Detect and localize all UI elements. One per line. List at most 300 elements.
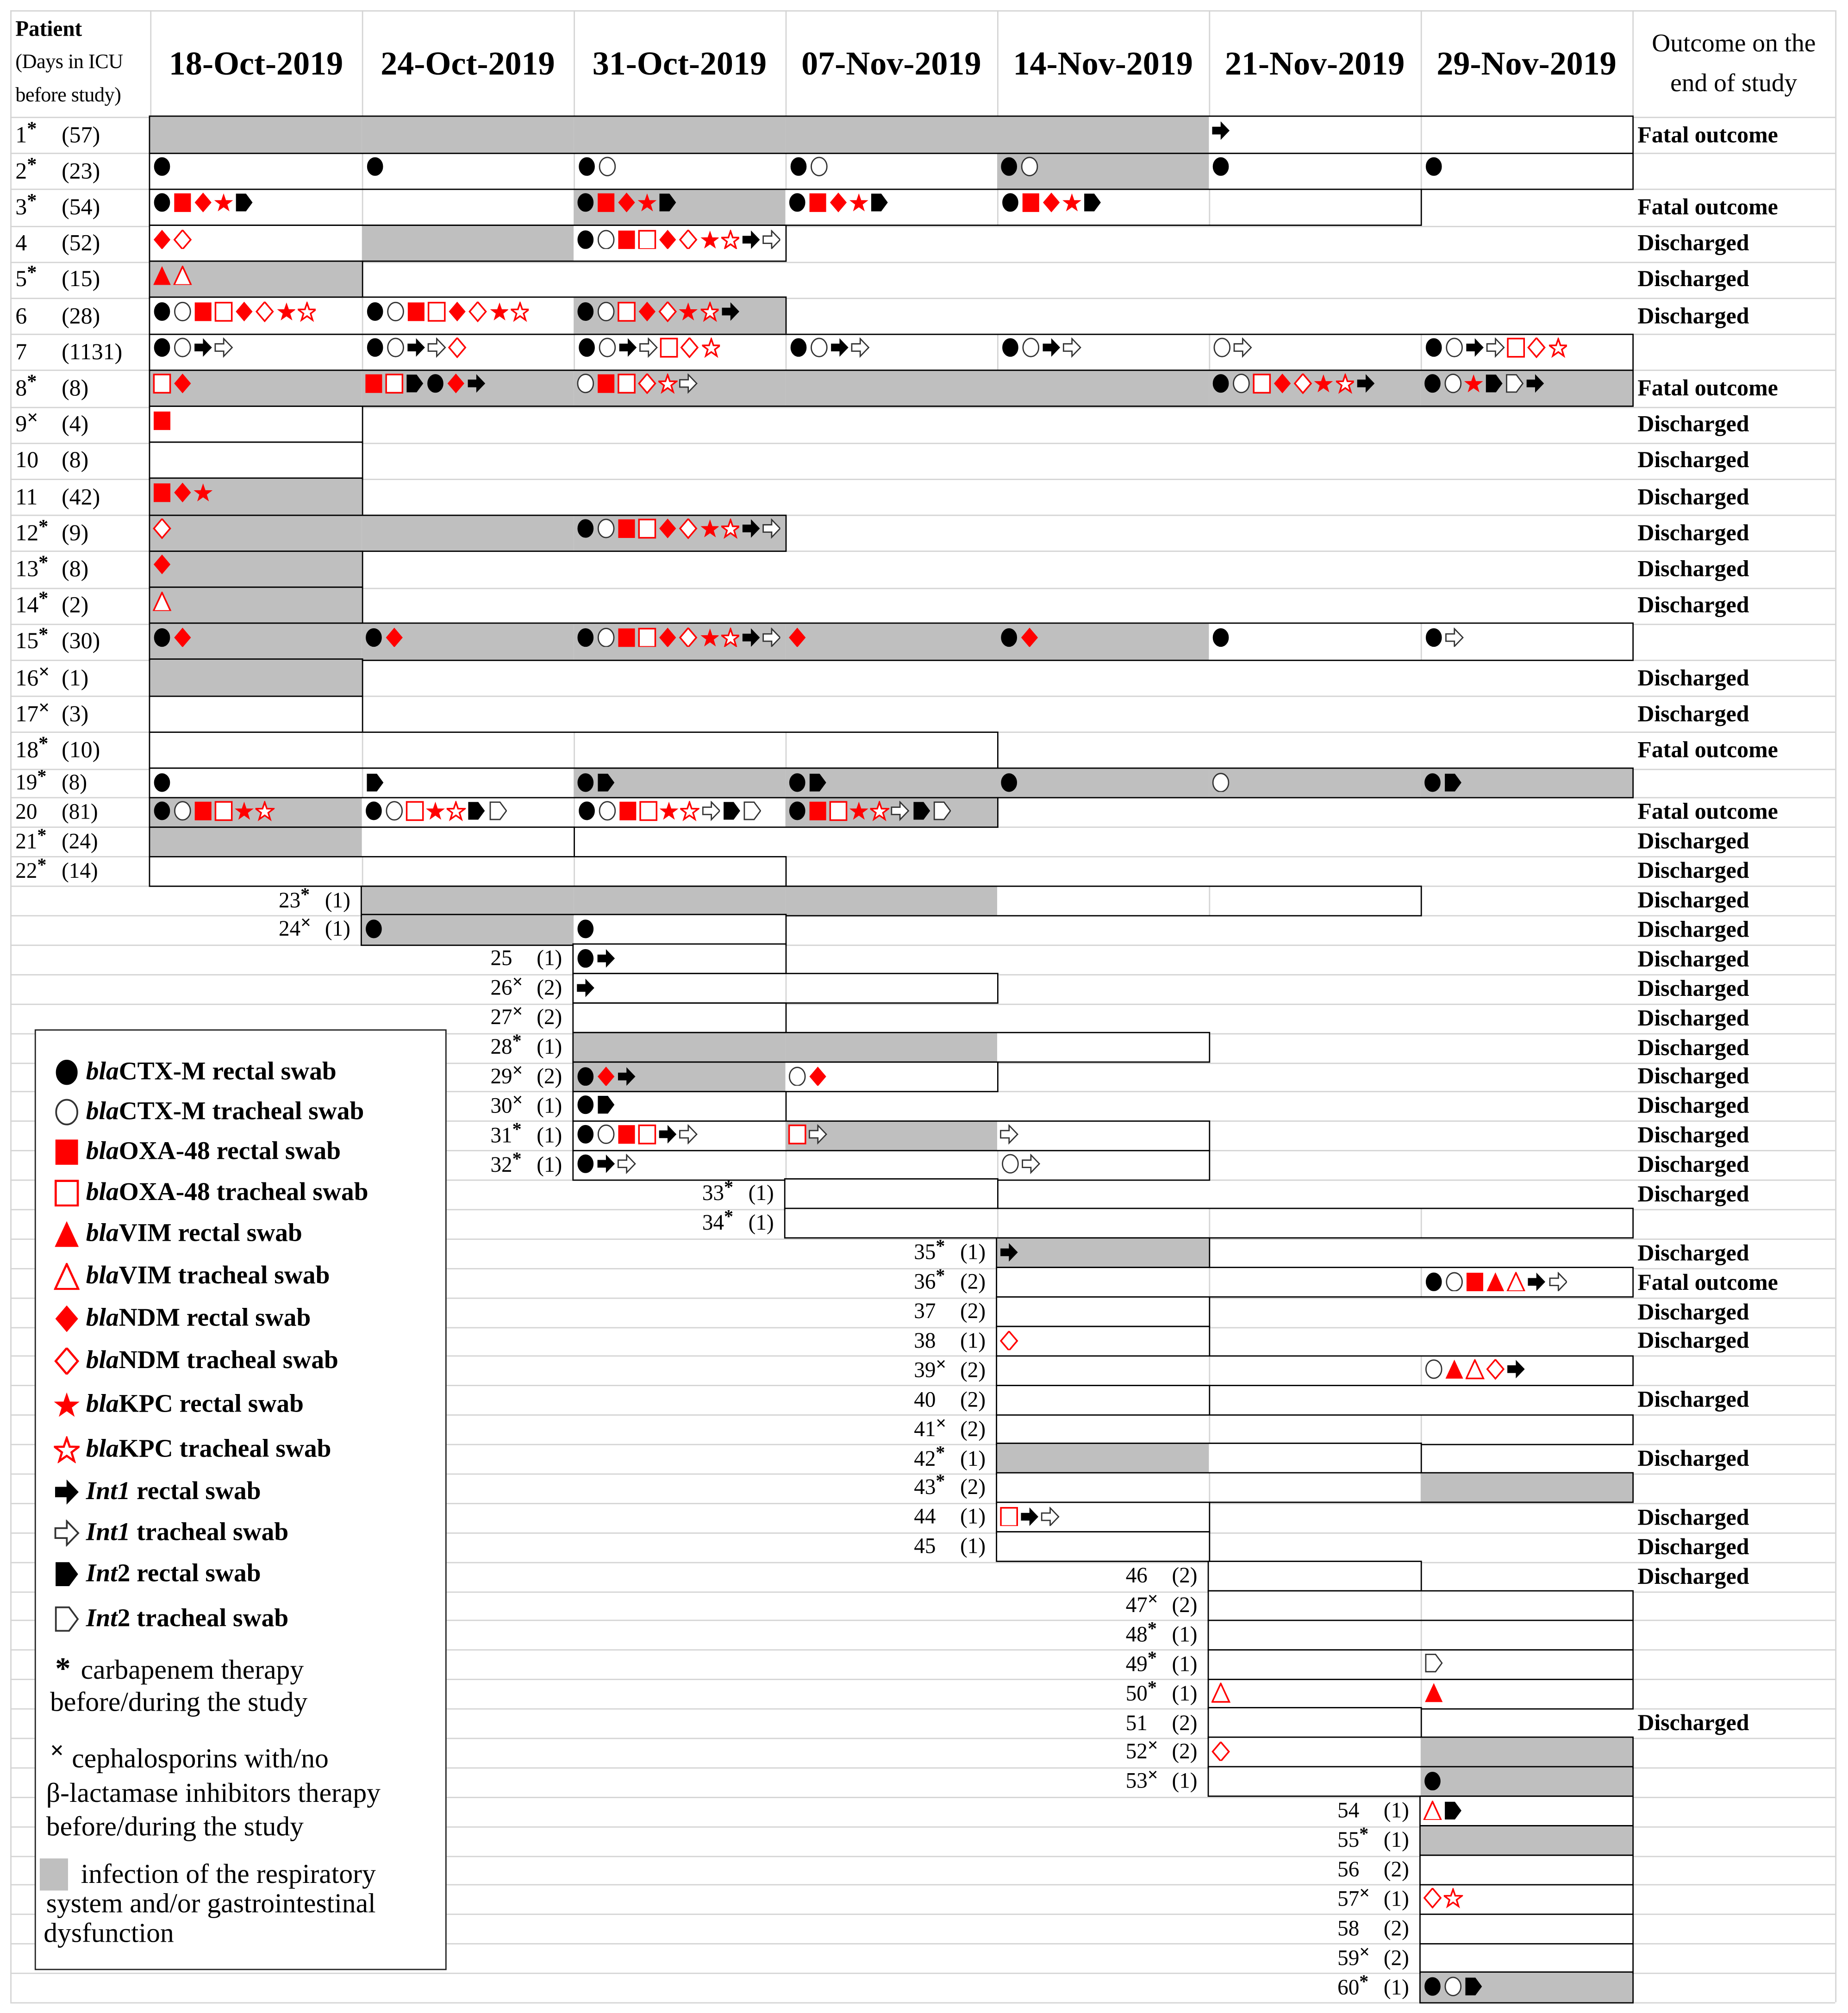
black-open-arrow-icon: [1486, 338, 1505, 358]
red-open-star-icon: [1548, 338, 1567, 358]
timeline-cell: [786, 1209, 997, 1238]
date-column-header: 07-Nov-2019: [801, 44, 981, 82]
black-filled-arrow-icon: [619, 338, 637, 358]
patient-number: [279, 913, 325, 943]
timeline-cell: [574, 915, 785, 944]
patient-number: [15, 552, 62, 582]
days-in-icu: (2): [960, 1299, 986, 1324]
red-filled-square-icon: [618, 229, 636, 249]
timeline-cell: [997, 1444, 1209, 1473]
patient-label: [702, 1209, 774, 1238]
therapy-marker: ×: [1147, 1736, 1158, 1757]
marker-group: [1211, 157, 1232, 177]
red-open-square-icon: [638, 1125, 657, 1144]
black-open-circle-icon: [174, 338, 192, 358]
timeline-cell: [786, 886, 997, 915]
marker-group: [576, 1154, 638, 1174]
patient-id: 34: [702, 1211, 724, 1235]
outcome-label: Discharged: [1637, 1445, 1749, 1471]
timeline-cell: [574, 732, 785, 768]
red-open-diamond-icon: [1294, 374, 1312, 394]
timeline-cell: [786, 1033, 997, 1062]
therapy-marker: ×: [27, 407, 38, 429]
timeline-cell: [1209, 153, 1420, 189]
legend-gene-prefix: bla: [86, 1057, 119, 1085]
outcome-label: Discharged: [1637, 411, 1749, 437]
patient-number: [15, 483, 62, 510]
therapy-marker: ×: [1359, 1942, 1370, 1963]
timeline-cell: [150, 189, 362, 225]
timeline-cell: [1209, 189, 1420, 225]
days-in-icu: (9): [62, 519, 89, 545]
patient-label: [15, 660, 88, 696]
patient-number: [15, 624, 62, 655]
patient-number: [1125, 1736, 1172, 1765]
legend-note-line: system and/or gastrointestinal: [46, 1888, 376, 1919]
patient-id: 12: [15, 519, 39, 545]
black-open-circle-icon: [597, 229, 615, 249]
outcome-label: Discharged: [1637, 1709, 1749, 1736]
red-filled-star-icon: [850, 801, 868, 821]
days-in-icu: (3): [62, 700, 89, 726]
red-open-diamond-icon: [1528, 338, 1546, 358]
red-open-square-icon: [618, 301, 636, 321]
patient-id: 31: [490, 1122, 512, 1147]
legend-item: [54, 1257, 330, 1295]
black-filled-pentagon-icon: [722, 801, 741, 821]
legend-label: [86, 1518, 288, 1547]
black-filled-circle-icon: [576, 1095, 595, 1115]
timeline-cell: [786, 334, 997, 370]
marker-group: [789, 338, 872, 358]
outcome-label: Discharged: [1637, 1327, 1749, 1354]
black-filled-circle-icon: [366, 301, 384, 321]
red-open-square-icon: [618, 374, 636, 394]
patient-id: 37: [914, 1299, 936, 1324]
timeline-cell: [997, 768, 1209, 797]
black-filled-circle-icon: [576, 919, 595, 939]
therapy-marker: *: [38, 552, 49, 574]
legend-gene-prefix: bla: [86, 1219, 119, 1247]
patient-id: 18: [15, 737, 39, 763]
patient-id: 23: [279, 888, 301, 912]
black-open-circle-icon: [387, 338, 405, 358]
patient-number: [15, 800, 62, 825]
red-open-diamond-icon: [1486, 1360, 1505, 1380]
red-open-square-icon: [1000, 1507, 1018, 1526]
legend-label: [86, 1476, 261, 1506]
therapy-marker: ×: [512, 1002, 523, 1023]
therapy-marker: *: [27, 263, 37, 285]
timeline-cell: [1421, 1826, 1632, 1855]
infection-swatch-icon: [40, 1858, 68, 1890]
red-filled-square-icon: [153, 482, 171, 502]
patient-label: [1337, 1885, 1409, 1914]
black-filled-arrow-icon: [407, 338, 425, 358]
patient-label: [1126, 1738, 1198, 1767]
days-in-icu: (1): [537, 1122, 562, 1147]
timeline-cell: [997, 370, 1209, 406]
red-filled-star-icon: [1063, 193, 1081, 213]
timeline-cell: [997, 1268, 1209, 1297]
days-in-icu: (81): [62, 799, 98, 824]
timeline-cell: [1209, 370, 1420, 406]
black-filled-circle-icon: [364, 801, 383, 821]
timeline-cell: [574, 1033, 785, 1062]
timeline-cell: [574, 768, 785, 797]
legend-note-line: carbapenem therapy: [81, 1654, 304, 1685]
red-open-star-icon: [256, 801, 275, 821]
red-open-square-icon: [215, 801, 233, 821]
timeline-cell: [574, 189, 785, 225]
patient-id: 39: [914, 1357, 936, 1382]
days-in-icu: (1): [960, 1504, 986, 1529]
timeline-cell: [997, 1297, 1209, 1326]
timeline-cell: [150, 696, 362, 732]
marker-group: [1000, 157, 1041, 177]
patient-id: 48: [1125, 1622, 1148, 1647]
red-open-star-icon: [681, 801, 699, 821]
legend-item: [54, 1599, 288, 1638]
timeline-cell: [997, 624, 1209, 660]
black-open-arrow-icon: [1000, 1125, 1018, 1144]
red-open-square-icon: [788, 1125, 806, 1144]
patient-id: 4: [15, 230, 27, 256]
black-open-arrow-icon: [639, 338, 658, 358]
black-filled-circle-icon: [1001, 193, 1019, 213]
timeline-cell: [362, 515, 574, 551]
patient-label: [1337, 1855, 1409, 1884]
timeline-cell: [362, 886, 574, 915]
black-open-circle-icon: [810, 338, 829, 358]
red-open-triangle-icon: [1211, 1683, 1230, 1703]
days-in-icu: (2): [537, 975, 562, 1000]
red-open-star-icon: [659, 374, 677, 394]
black-filled-arrow-icon: [1211, 121, 1230, 141]
days-in-icu: (52): [62, 230, 100, 256]
black-filled-circle-icon: [576, 1125, 595, 1144]
red-filled-diamond-icon: [1043, 193, 1061, 213]
timeline-cell: [1209, 1356, 1420, 1385]
patient-id: 17: [15, 700, 39, 726]
patient-label: [490, 1091, 562, 1120]
date-column-header: 18-Oct-2019: [169, 44, 343, 82]
patient-id: 21: [15, 829, 37, 854]
patient-number: [15, 588, 62, 619]
days-in-icu: (1): [1172, 1769, 1198, 1794]
patient-id: 35: [914, 1240, 936, 1265]
days-in-icu: (2): [1172, 1563, 1198, 1588]
black-open-circle-icon: [597, 301, 615, 321]
timeline-cell: [997, 189, 1209, 225]
outcome-label: Discharged: [1637, 887, 1749, 913]
patient-number: [914, 1413, 960, 1442]
marker-group: [1423, 374, 1547, 394]
black-open-arrow-icon: [1022, 1154, 1040, 1174]
therapy-marker: *: [37, 767, 47, 788]
black-open-arrow-icon: [1041, 1507, 1060, 1526]
patient-header-title: Patient: [15, 17, 82, 41]
timeline-cell: [1209, 1708, 1420, 1738]
patient-id: 26: [490, 975, 512, 1000]
timeline-cell: [1421, 1414, 1632, 1444]
therapy-marker: *: [38, 516, 49, 538]
patient-label: [15, 262, 100, 298]
legend-text: VIM tracheal swab: [119, 1261, 330, 1289]
patient-number: [1126, 1710, 1172, 1736]
red-filled-square-icon: [618, 1125, 636, 1144]
red-open-diamond-icon: [256, 301, 275, 321]
therapy-marker: *: [37, 825, 47, 846]
patient-label: [1337, 1826, 1409, 1855]
marker-group: [576, 1095, 618, 1115]
timeline-cell: [574, 117, 785, 153]
timeline-cell: [786, 732, 997, 768]
red-open-diamond-icon: [680, 519, 698, 538]
cross-marker: ×: [50, 1738, 64, 1765]
therapy-marker: *: [1147, 1677, 1157, 1699]
red-filled-triangle-icon: [1445, 1360, 1464, 1380]
red-filled-diamond-icon: [153, 555, 171, 575]
black-open-circle-icon: [1444, 1976, 1462, 1996]
timeline-cell: [1209, 1620, 1420, 1650]
patient-number: [1337, 1942, 1384, 1971]
patient-label: [914, 1385, 986, 1414]
timeline-cell: [150, 153, 362, 189]
black-filled-circle-icon: [1000, 772, 1018, 792]
red-open-diamond-icon: [1000, 1330, 1018, 1350]
black-open-circle-icon: [597, 627, 615, 647]
black-open-circle-icon: [174, 801, 192, 821]
patient-id: 7: [15, 338, 27, 364]
therapy-marker: *: [1359, 1971, 1369, 1992]
marker-group: [366, 301, 531, 321]
patient-label: [914, 1268, 986, 1297]
patient-label: [15, 588, 88, 624]
timeline-cell: [150, 117, 362, 153]
outcome-label: Discharged: [1637, 1563, 1749, 1588]
patient-id: 25: [490, 946, 512, 971]
black-filled-circle-icon: [153, 301, 171, 321]
patient-id: 44: [914, 1504, 936, 1529]
timeline-cell: [1209, 1767, 1420, 1796]
timeline-cell: [574, 334, 785, 370]
patient-number: [1125, 1648, 1172, 1677]
red-filled-square-icon: [618, 627, 636, 647]
black-filled-circle-icon: [576, 1154, 595, 1174]
legend-gene-prefix: Int1: [86, 1476, 131, 1505]
timeline-cell: [150, 660, 362, 696]
outcome-label: Fatal outcome: [1637, 799, 1778, 825]
red-open-diamond-icon: [659, 301, 677, 321]
patient-label: [1337, 1944, 1409, 1973]
days-in-icu: (1): [1383, 1886, 1409, 1911]
timeline-cell: [574, 1150, 785, 1179]
patient-number: [1125, 1677, 1172, 1707]
red-open-star-icon: [871, 801, 889, 821]
red-filled-star-icon: [54, 1391, 79, 1418]
red-open-diamond-icon: [54, 1347, 79, 1374]
red-filled-triangle-icon: [153, 265, 171, 285]
patient-id: 41: [914, 1416, 936, 1441]
red-filled-star-icon: [277, 301, 295, 321]
patient-label: [1126, 1562, 1198, 1591]
timeline-cell: [362, 225, 574, 262]
timeline-cell: [1421, 768, 1632, 797]
patient-id: 47: [1125, 1593, 1148, 1617]
black-open-arrow-icon: [1445, 627, 1464, 647]
timeline-cell: [1421, 334, 1632, 370]
timeline-cell: [362, 370, 574, 406]
days-in-icu: (8): [62, 375, 89, 400]
outcome-label: Discharged: [1637, 857, 1749, 883]
therapy-marker: *: [936, 1266, 945, 1287]
timeline-cell: [150, 588, 362, 624]
timeline-cell: [997, 1385, 1209, 1414]
patient-number: [15, 697, 62, 727]
patient-id: 24: [279, 917, 301, 942]
marker-group: [1211, 772, 1232, 792]
date-column-header: 14-Nov-2019: [1013, 44, 1193, 82]
red-open-square-icon: [215, 301, 233, 321]
therapy-marker: ×: [1147, 1766, 1158, 1787]
patient-number: [15, 767, 62, 795]
timeline-cell: [786, 1150, 997, 1179]
patient-id: 58: [1337, 1916, 1360, 1940]
marker-group: [153, 374, 194, 394]
patient-label: [15, 406, 88, 443]
patient-number: [702, 1178, 749, 1207]
days-in-icu: (1): [960, 1328, 986, 1353]
black-open-circle-icon: [1445, 1271, 1464, 1291]
days-in-icu: (2): [537, 1005, 562, 1030]
black-filled-arrow-icon: [742, 229, 760, 249]
patient-label: [914, 1238, 986, 1268]
therapy-marker: *: [38, 588, 49, 610]
timeline-cell: [1421, 1796, 1632, 1825]
legend-note-line: infection of the respiratory: [81, 1858, 376, 1889]
black-filled-circle-icon: [1424, 627, 1443, 647]
marker-group: [1001, 1154, 1042, 1174]
red-filled-diamond-icon: [447, 374, 466, 394]
black-open-circle-icon: [174, 301, 192, 321]
days-in-icu: (2): [1172, 1739, 1198, 1764]
timeline-cell: [1421, 1620, 1632, 1650]
outcome-label: Fatal outcome: [1637, 194, 1778, 220]
timeline-cell: [574, 1003, 785, 1032]
outcome-label: Discharged: [1637, 1386, 1749, 1413]
legend-label: [86, 1219, 302, 1248]
timeline-cell: [150, 334, 362, 370]
days-in-icu: (2): [960, 1475, 986, 1500]
timeline-cell: [1421, 1944, 1632, 1973]
therapy-marker: *: [27, 190, 37, 212]
timeline-cell: [997, 886, 1209, 915]
outcome-label: Discharged: [1637, 1533, 1749, 1559]
marker-group: [576, 229, 783, 249]
timeline-cell: [1421, 624, 1632, 660]
black-open-circle-icon: [387, 301, 405, 321]
black-open-circle-icon: [788, 1066, 806, 1086]
red-open-square-icon: [385, 374, 404, 394]
timeline-cell: [997, 1414, 1209, 1444]
patient-id: 57: [1337, 1886, 1360, 1911]
patient-number: [914, 1354, 960, 1383]
patient-label: [490, 1062, 562, 1091]
black-open-circle-icon: [1211, 772, 1230, 792]
therapy-marker: *: [936, 1472, 945, 1493]
legend-note-line: β-lactamase inhibitors therapy: [46, 1777, 381, 1809]
patient-label: [1126, 1767, 1198, 1796]
patient-number: [914, 1299, 960, 1325]
patient-id: 10: [15, 447, 39, 473]
patient-label: [15, 334, 122, 370]
patient-id: 56: [1337, 1857, 1360, 1882]
timeline-cell: [574, 153, 785, 189]
legend-label: [86, 1559, 261, 1588]
red-filled-square-icon: [597, 374, 615, 394]
days-in-icu: (4): [62, 411, 89, 437]
marker-group: [577, 157, 618, 177]
black-open-arrow-icon: [851, 338, 870, 358]
timeline-cell: [1421, 1356, 1632, 1385]
legend-label: [86, 1057, 337, 1087]
patient-id: 8: [15, 375, 27, 400]
black-open-arrow-icon: [762, 519, 780, 538]
timeline-cell: [1421, 1914, 1632, 1943]
legend-text: VIM rectal swab: [119, 1219, 302, 1247]
patient-number: [1125, 1589, 1172, 1618]
red-filled-diamond-icon: [153, 229, 171, 249]
black-filled-circle-icon: [1000, 157, 1018, 177]
marker-group: [153, 410, 174, 430]
red-filled-diamond-icon: [638, 301, 657, 321]
patient-id: 51: [1125, 1710, 1148, 1735]
days-in-icu: (1): [537, 1093, 562, 1118]
black-open-arrow-icon: [891, 801, 910, 821]
black-filled-circle-icon: [789, 157, 808, 177]
black-filled-circle-icon: [1423, 1771, 1442, 1791]
red-open-triangle-icon: [153, 591, 171, 611]
red-filled-star-icon: [215, 193, 233, 213]
timeline-cell: [362, 768, 574, 797]
black-filled-pentagon-icon: [871, 193, 889, 213]
red-open-triangle-icon: [1466, 1360, 1484, 1380]
outcome-label: Fatal outcome: [1637, 375, 1778, 400]
therapy-marker: *: [936, 1237, 945, 1258]
red-filled-diamond-icon: [659, 627, 677, 647]
black-filled-circle-icon: [576, 193, 595, 213]
legend-label: [86, 1604, 288, 1633]
red-filled-diamond-icon: [1274, 374, 1292, 394]
legend-text: 2 tracheal swab: [117, 1603, 289, 1632]
timeline-cell: [362, 798, 574, 827]
marker-group: [366, 157, 387, 177]
timeline-cell: [150, 406, 362, 443]
timeline-cell: [997, 1532, 1209, 1561]
marker-group: [1211, 1742, 1232, 1762]
timeline-cell: [362, 334, 574, 370]
red-filled-star-icon: [850, 193, 868, 213]
timeline-cell: [786, 768, 997, 797]
timeline-cell: [997, 334, 1209, 370]
red-open-diamond-icon: [680, 229, 698, 249]
red-filled-square-icon: [364, 374, 383, 394]
timeline-cell: [1209, 1738, 1420, 1767]
red-filled-square-icon: [1466, 1271, 1484, 1291]
red-filled-diamond-icon: [659, 229, 677, 249]
marker-group: [788, 772, 829, 792]
